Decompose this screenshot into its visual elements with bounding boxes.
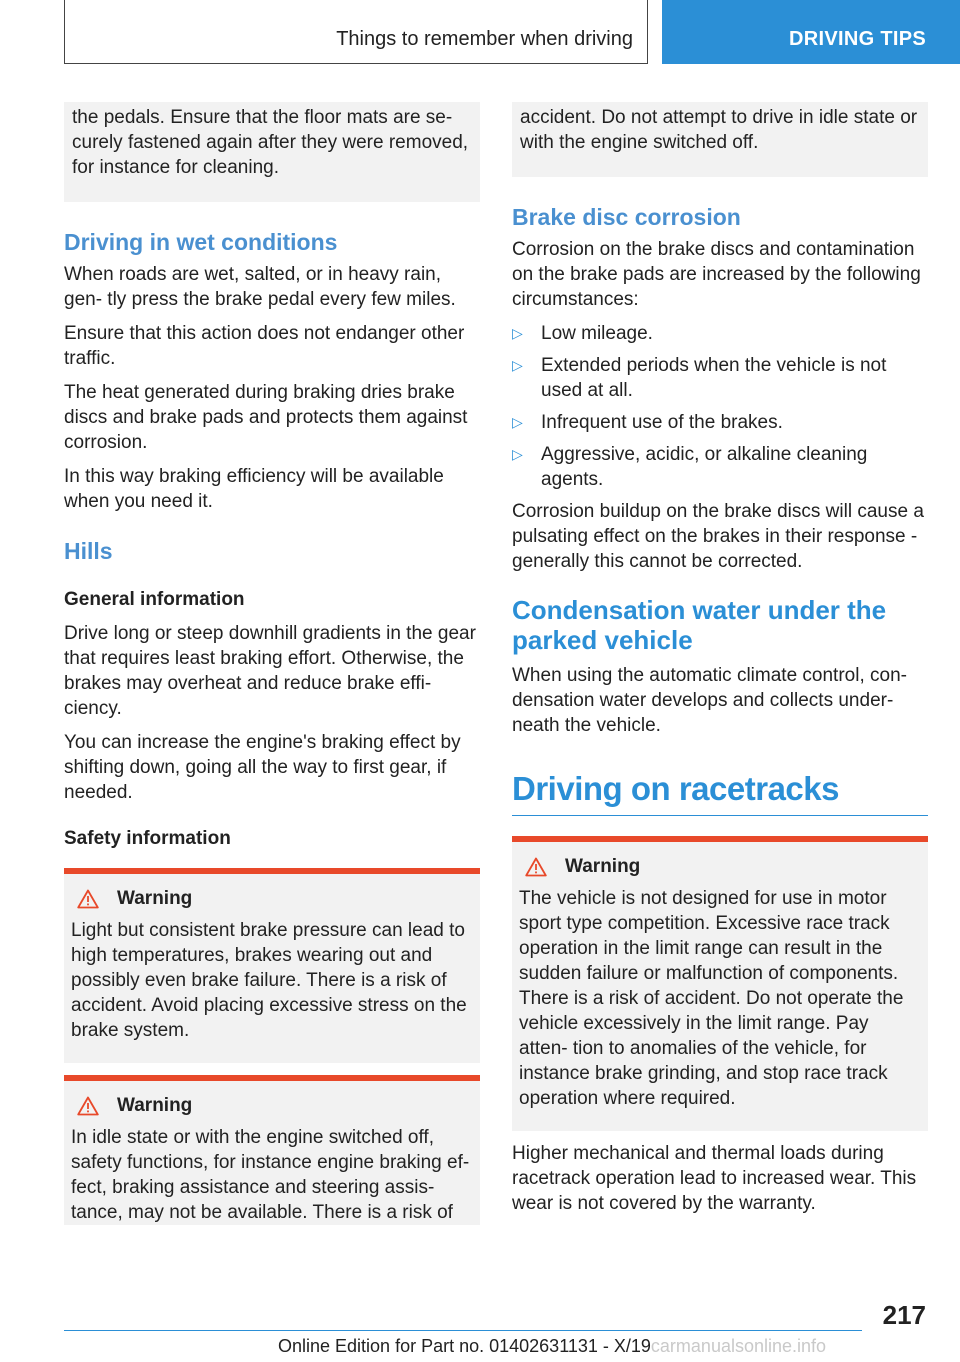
warning-box	[512, 836, 928, 1131]
warning-box	[64, 1075, 480, 1225]
continued-text: accident. Do not attempt to drive in idle state or with the engine switched off.	[520, 107, 918, 153]
footer-text	[278, 1336, 826, 1357]
paragraph: The heat generated during braking dries brake discs and brake pads and protects them against corrosion.	[64, 382, 468, 453]
paragraph: You can increase the engine's braking effect by shifting down, going all the way to first gear, if needed.	[64, 732, 461, 803]
heading-general-information: General information	[64, 589, 245, 610]
warning-triangle-icon	[525, 857, 547, 877]
warning-title: Warning	[117, 1095, 193, 1116]
bullet-list	[512, 321, 928, 492]
paragraph: Corrosion on the brake discs and contamination on the brake pads are increased by the following circumstances:	[512, 239, 921, 310]
heading-rule	[512, 769, 928, 816]
paragraph: Corrosion buildup on the brake discs will cause a pulsating effect on the brakes in their response - generally this cannot be corrected.	[512, 501, 924, 572]
footer-rule	[64, 1330, 862, 1331]
list-item: ▷ Infrequent use of the brakes.	[512, 412, 783, 433]
heading-driving-on-racetracks: Driving on racetracks	[512, 770, 839, 807]
right-column	[512, 102, 928, 1225]
paragraph: When roads are wet, salted, or in heavy rain, gen‐ tly press the brake pedal every few miles.	[64, 264, 456, 310]
header-title-box	[64, 0, 648, 64]
heading-hills: Hills	[64, 538, 113, 564]
paragraph: When using the automatic climate control, con‐ densation water develops and collects under‐ neath the vehicle.	[512, 665, 907, 736]
warning-text: The vehicle is not designed for use in motor sport type competition. Excessive race track operation in the limit range can result in the sudden failure or malfunction of components. There is a risk of accident. Do not operate the vehicle excessively in the limit range. Pay atten‐ tion to anomalies of the vehicle, for instance brake grinding, and stop race track operation where required.	[519, 888, 904, 1109]
left-column	[64, 102, 480, 1225]
triangle-bullet-icon: ▷	[512, 446, 523, 462]
heading-safety-information: Safety information	[64, 828, 231, 849]
paragraph: Ensure that this action does not endanger other traffic.	[64, 323, 465, 369]
list-item: ▷ Extended periods when the vehicle is not used at all.	[512, 355, 887, 401]
list-item: ▷ Aggressive, acidic, or alkaline cleaning agents.	[512, 444, 868, 490]
warning-title: Warning	[565, 856, 641, 877]
chapter-tab-label: DRIVING TIPS	[789, 28, 926, 50]
list-item: ▷ Low mileage.	[512, 323, 653, 344]
triangle-bullet-icon: ▷	[512, 357, 523, 373]
page-number: 217	[882, 1300, 926, 1330]
heading-wet-conditions: Driving in wet conditions	[64, 229, 338, 255]
triangle-bullet-icon: ▷	[512, 325, 523, 341]
warning-box	[64, 868, 480, 1063]
triangle-bullet-icon: ▷	[512, 414, 523, 430]
warning-title: Warning	[117, 888, 193, 909]
heading-brake-disc-corrosion: Brake disc corrosion	[512, 204, 741, 230]
continued-box	[512, 102, 928, 177]
warning-text: In idle state or with the engine switched off, safety functions, for instance engine braking ef‐ fect, braking assistance and steering assis‐ tance, may not be available. There is a risk of	[71, 1127, 470, 1223]
paragraph: In this way braking efficiency will be available when you need it.	[64, 466, 444, 512]
edition-text: Online Edition for Part no. 01402631131 - X/19	[278, 1336, 651, 1356]
section-title: Things to remember when driving	[336, 28, 633, 50]
warning-text: Light but consistent brake pressure can lead to high temperatures, brakes wearing out and possibly even brake failure. There is a risk of accident. Avoid placing excessive stress on the brake system.	[71, 920, 467, 1041]
continued-text: the pedals. Ensure that the floor mats are se‐ curely fastened again after they were removed, for instance for cleaning.	[72, 107, 469, 178]
continued-box	[64, 102, 480, 202]
paragraph: Drive long or steep downhill gradients in the gear that requires least braking effort. Otherwise, the brakes may overheat and reduce brake effi‐ ciency.	[64, 623, 476, 719]
chapter-tab	[662, 0, 960, 64]
warning-triangle-icon	[77, 1096, 99, 1116]
heading-condensation-water: Condensation water under the parked vehicle	[512, 595, 887, 655]
warning-triangle-icon	[77, 889, 99, 909]
watermark-site: carmanualsonline.info	[650, 1336, 827, 1356]
paragraph: Higher mechanical and thermal loads during racetrack operation lead to increased wear. This wear is not covered by the warranty.	[512, 1143, 917, 1214]
